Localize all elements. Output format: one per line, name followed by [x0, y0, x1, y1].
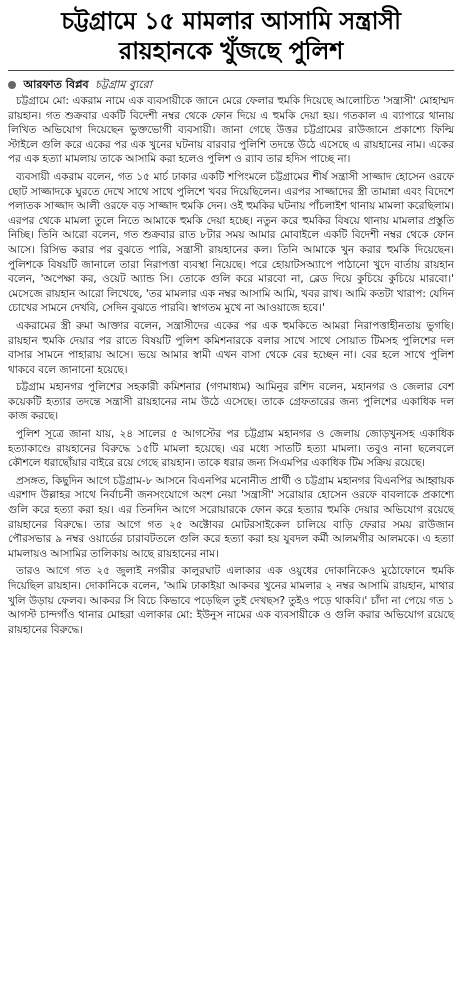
article-paragraph: চট্টগ্রামে মো: একরাম নামে এক ব্যবসায়ীকে জানে মেরে ফেলার হুমকি দিয়েছে আলোচিত 'সন্ত্রাসী' মোহাম্মদ রায়হান। গত শুক্রবার একটি বিদেশী নম্বর থেকে ফোন দিয়ে এ হুমকি দেয়া হয়। গতকাল এ ব্যাপারে থানায় লিখিত অভিযোগ দিয়েছেন ভুক্তভোগী ব্যবসায়ী। জানা গেছে উত্তর চট্টগ্রামের রাউজানে প্রকাশ্যে ফিল্মি স্টাইলে গুলি করে একের পর এক খুনের ঘটনায় বারবার পুলিশি তদন্তে উঠে এসেছে এ রায়হানের নাম। একের পর এক হত্যা মামলায় তাকে আসামি করা হলেও পুলিশ ও র‍্যাব তার হদিস পাচ্ছে না।: [8, 95, 454, 166]
byline-bureau: চট্টগ্রাম ব্যুরো: [95, 78, 152, 91]
headline: [8, 6, 454, 66]
article-body: [8, 94, 454, 637]
byline-bullet-icon: [8, 81, 16, 89]
article-paragraph: তারও আগে গত ২৫ জুলাই নগরীর কালুরঘাট এলাকার এক ওয়ুধের দোকানিকেও মুঠোফোনে হুমকি দিয়েছিল রায়হান। দোকানিকে বলেন, 'আমি ঢাকাইয়া আকবর খুনের মামলার ২ নম্বর আসামি রায়হান, মাথার খুলি উড়ায় ফেলব। আকবর সি বিচে কিভাবে পড়েছিল তুই দেখছস? তুইও পড়ে থাকবি।' চাঁদা না পেয়ে গত ১ আগস্ট চান্দগাঁও থানার মোহরা এলাকার মো: ইউনুস নামের এক ব্যবসায়ীকে ও গুলি করার অভিযোগ রয়েছে রায়হানের বিরুদ্ধে।: [8, 565, 454, 636]
byline-author: আরফাত বিপ্লব: [23, 78, 89, 91]
article-paragraph: একরামের স্ত্রী রুমা আক্তার বলেন, সন্ত্রাসীদের একের পর এক হুমকিতে আমরা নিরাপত্তাহীনতায় ভুগছি। রায়হান হুমকি দেয়ার পর রাতে বিষয়টি পুলিশ কমিশনারকে বলার সাথে সাথে সোয়াত টিমসহ পুলিশের দল বাসার সামনে পাহারায় আসে। ভয়ে আমার স্বামী এখন বাসা থেকে বের হচ্ছেন না। বের হলে সাথে পুলিশ থাকবে বলে জানানো হয়েছে।: [8, 319, 454, 376]
article-paragraph: পুলিশ সূত্রে জানা যায়, ২৪ সালের ৫ আগস্টের পর চট্টগ্রাম মহানগর ও জেলায় জোড়খুনসহ একাধিক হত্যাকাণ্ডে রায়হানের বিরুদ্ধে ১৫টি মামলা হয়েছে। এর মধ্যে সাতটি হত্যা মামলা। তবুও নানা ছলেবলে কৌশলে ধরাছোঁয়ার বাইরে রয়ে গেছে রায়হান। তাকে ধরার জন্য সিএমপির একাধিক টিম সক্রিয় রয়েছে।: [8, 428, 454, 470]
byline: [8, 77, 454, 92]
article-paragraph: ব্যবসায়ী একরাম বলেন, গত ১৫ মার্চ ঢাকার একটি শপিংমলে চট্টগ্রামের শীর্ষ সন্ত্রাসী সাজ্জাদ হোসেন ওরফে ছোট সাজ্জাদকে ঘুরতে দেখে সাথে সাথে পুলিশে খবর দিয়েছিলেন। এরপর সাজ্জাদের স্ত্রী তামান্না এবং বিদেশে পলাতক সাজ্জাদ আলী ওরফে বড় সাজ্জাদ হুমকি দেন। ওই হুমকির ঘটনায় পাঁচলাইশ থানায় মামলা করেছিলাম। এরপর থেকে মামলা তুলে নিতে আমাকে হুমকি দেয়া হচ্ছে। নতুন করে হুমকির বিষয়ে থানায় মামলার প্রস্তুতি নিচ্ছি। তিনি আরো বলেন, গত শুক্রবার রাত ৮টার সময় আমার মোবাইলে একটি বিদেশী নম্বর থেকে ফোন আসে। রিসিভ করার পর বুঝতে পারি, সন্ত্রাসী রায়হানের কল। তিনি আমাকে খুন করার হুমকি দিয়েছেন। পুলিশকে বিষয়টি জানালে তারা নিরাপত্তা ব্যবস্থা নিয়েছে। পরে হোয়াটসঅ্যাপে পাঠানো খুদে বার্তায় রায়হান বলেন, 'অপেক্ষা কর, ওয়েট অ্যান্ড সি। তোকে গুলি করে মারবো না, ব্লেড দিয়ে কুচিয়ে কুচিয়ে মারবো।' মেসেজে রায়হান আরো লিখেছে, 'তর মামলার এক নম্বর আসামি আমি, খবর রাখ। আমি কতটা খারাপ: যেদিন চোখের সামনে দেখবি, সেদিন বুঝতে পারবি। স্বাগতম মুখে না আওয়াজে হবে।': [8, 170, 454, 315]
headline-line-1: চট্টগ্রামে ১৫ মামলার আসামি সন্ত্রাসী: [61, 7, 401, 35]
headline-divider: [8, 70, 454, 71]
headline-line-2: রায়হানকে খুঁজছে পুলিশ: [118, 37, 344, 65]
article-paragraph: প্রসঙ্গত, কিছুদিন আগে চট্টগ্রাম-৮ আসনে বিএনপির মনোনীত প্রার্থী ও চট্টগ্রাম মহানগর বিএনপির আহ্বায়ক এরশাদ উল্লাহর সাথে নির্বাচনী জনসংযোগে অংশ নেয়া 'সন্ত্রাসী' সরোয়ার হোসেন ওরফে বাবলাকে প্রকাশ্যে গুলি করে হত্যা করা হয়। এর তিনদিন আগে সরোয়ারকে ফোন করে হত্যার হুমকি দেয়ার অভিযোগ রয়েছে রায়হানের বিরুদ্ধে। তার আগে গত ২৫ অক্টোবর মোটরসাইকেল চালিয়ে বাড়ি ফেরার সময় রাউজান পৌরসভার ৯ নম্বর ওয়ার্ডের চারাবটতলে গুলি করে হত্যা করা হয় যুবদল কর্মী আলমগীর আলমকে। এ হত্যা মামলায়ও আসামির তালিকায় আছে রায়হানের নাম।: [8, 474, 454, 560]
article-paragraph: চট্টগ্রাম মহানগর পুলিশের সহকারী কমিশনার (গণমাধ্যম) আমিনুর রশিদ বলেন, মহানগর ও জেলার বেশ কয়েকটি হত্যার তদন্তে সন্ত্রাসী রায়হানের নাম উঠে এসেছে। তাকে গ্রেফতারের জন্য পুলিশের একাধিক দল কাজ করছে।: [8, 381, 454, 423]
